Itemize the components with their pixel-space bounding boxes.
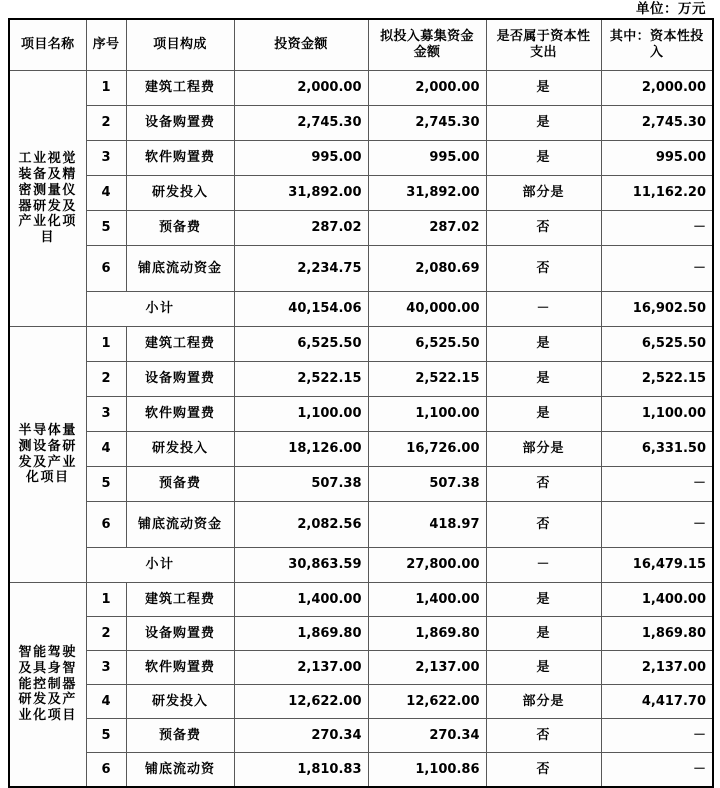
raised-funds-amount-cell: 507.38 xyxy=(368,467,486,502)
component-cell: 研发投入 xyxy=(126,432,234,467)
table-row xyxy=(9,502,713,548)
table-row xyxy=(9,362,713,397)
column-header-project-name: 项目名称 xyxy=(9,19,86,71)
investment-amount-cell: 507.38 xyxy=(234,467,368,502)
capex-amount-cell: 1,400.00 xyxy=(601,583,713,617)
investment-amount-cell: 270.34 xyxy=(234,719,368,753)
investment-amount-cell: 287.02 xyxy=(234,211,368,246)
sequence-number-cell: 4 xyxy=(86,176,126,211)
component-cell: 设备购置费 xyxy=(126,617,234,651)
component-cell: 预备费 xyxy=(126,719,234,753)
is-capex-cell: 否 xyxy=(486,753,601,788)
is-capex-cell: 否 xyxy=(486,719,601,753)
component-cell: 预备费 xyxy=(126,211,234,246)
component-cell: 软件购置费 xyxy=(126,651,234,685)
is-capex-cell: 否 xyxy=(486,211,601,246)
sequence-number-cell: 1 xyxy=(86,583,126,617)
subtotal-capex-amount: 16,902.50 xyxy=(601,292,713,327)
subtotal-is-capex: － xyxy=(486,292,601,327)
investment-amount-cell: 31,892.00 xyxy=(234,176,368,211)
sequence-number-cell: 6 xyxy=(86,502,126,548)
investment-amount-cell: 6,525.50 xyxy=(234,327,368,362)
investment-amount-cell: 1,100.00 xyxy=(234,397,368,432)
component-cell: 设备购置费 xyxy=(126,362,234,397)
component-cell: 建筑工程费 xyxy=(126,71,234,106)
sequence-number-cell: 3 xyxy=(86,651,126,685)
subtotal-raised-funds-amount: 40,000.00 xyxy=(368,292,486,327)
table-row xyxy=(9,246,713,292)
is-capex-cell: 是 xyxy=(486,651,601,685)
raised-funds-amount-cell: 287.02 xyxy=(368,211,486,246)
sequence-number-cell: 3 xyxy=(86,141,126,176)
raised-funds-amount-cell: 12,622.00 xyxy=(368,685,486,719)
subtotal-row xyxy=(9,292,713,327)
table-row xyxy=(9,583,713,617)
investment-amount-cell: 1,810.83 xyxy=(234,753,368,788)
header-row xyxy=(9,19,713,71)
column-header-seq: 序号 xyxy=(86,19,126,71)
is-capex-cell: 部分是 xyxy=(486,685,601,719)
investment-amount-cell: 18,126.00 xyxy=(234,432,368,467)
raised-funds-amount-cell: 6,525.50 xyxy=(368,327,486,362)
investment-amount-cell: 2,082.56 xyxy=(234,502,368,548)
sequence-number-cell: 5 xyxy=(86,467,126,502)
investment-amount-cell: 2,522.15 xyxy=(234,362,368,397)
investment-amount-cell: 1,400.00 xyxy=(234,583,368,617)
sequence-number-cell: 4 xyxy=(86,685,126,719)
investment-amount-cell: 2,137.00 xyxy=(234,651,368,685)
is-capex-cell: 部分是 xyxy=(486,432,601,467)
capex-amount-cell: 1,869.80 xyxy=(601,617,713,651)
column-header-component: 项目构成 xyxy=(126,19,234,71)
table-row xyxy=(9,211,713,246)
subtotal-investment-amount: 40,154.06 xyxy=(234,292,368,327)
fundraising-investment-table xyxy=(8,18,714,788)
capex-amount-cell: － xyxy=(601,502,713,548)
is-capex-cell: 是 xyxy=(486,106,601,141)
component-cell: 软件购置费 xyxy=(126,141,234,176)
table-row xyxy=(9,719,713,753)
sequence-number-cell: 3 xyxy=(86,397,126,432)
capex-amount-cell: － xyxy=(601,246,713,292)
sequence-number-cell: 2 xyxy=(86,362,126,397)
capex-amount-cell: 2,522.15 xyxy=(601,362,713,397)
table-row xyxy=(9,617,713,651)
is-capex-cell: 否 xyxy=(486,502,601,548)
table-row xyxy=(9,327,713,362)
unit-note: 单位：万元 xyxy=(636,1,706,17)
is-capex-cell: 部分是 xyxy=(486,176,601,211)
raised-funds-amount-cell: 2,000.00 xyxy=(368,71,486,106)
capex-amount-cell: － xyxy=(601,719,713,753)
capex-amount-cell: 2,137.00 xyxy=(601,651,713,685)
column-header-capex-amount: 其中：资本性投入 xyxy=(601,19,713,71)
sequence-number-cell: 2 xyxy=(86,617,126,651)
sequence-number-cell: 4 xyxy=(86,432,126,467)
raised-funds-amount-cell: 1,100.00 xyxy=(368,397,486,432)
capex-amount-cell: 995.00 xyxy=(601,141,713,176)
component-cell: 软件购置费 xyxy=(126,397,234,432)
is-capex-cell: 是 xyxy=(486,583,601,617)
subtotal-label: 小计 xyxy=(86,548,234,583)
component-cell: 建筑工程费 xyxy=(126,583,234,617)
table-body xyxy=(9,71,713,788)
sequence-number-cell: 6 xyxy=(86,246,126,292)
table-header xyxy=(9,19,713,71)
subtotal-label: 小计 xyxy=(86,292,234,327)
component-cell: 研发投入 xyxy=(126,176,234,211)
table-row xyxy=(9,106,713,141)
component-cell: 研发投入 xyxy=(126,685,234,719)
table-row xyxy=(9,685,713,719)
table-row xyxy=(9,397,713,432)
capex-amount-cell: 4,417.70 xyxy=(601,685,713,719)
is-capex-cell: 是 xyxy=(486,362,601,397)
table-row xyxy=(9,432,713,467)
subtotal-capex-amount: 16,479.15 xyxy=(601,548,713,583)
raised-funds-amount-cell: 270.34 xyxy=(368,719,486,753)
raised-funds-amount-cell: 2,522.15 xyxy=(368,362,486,397)
project-name-cell: 智能驾驶及具身智能控制器研发及产业化项目 xyxy=(9,583,86,788)
is-capex-cell: 否 xyxy=(486,246,601,292)
raised-funds-amount-cell: 31,892.00 xyxy=(368,176,486,211)
component-cell: 铺底流动资金 xyxy=(126,246,234,292)
raised-funds-amount-cell: 2,745.30 xyxy=(368,106,486,141)
project-name-cell: 工业视觉装备及精密测量仪器研发及产业化项目 xyxy=(9,71,86,327)
capex-amount-cell: 1,100.00 xyxy=(601,397,713,432)
capex-amount-cell: 2,745.30 xyxy=(601,106,713,141)
sequence-number-cell: 6 xyxy=(86,753,126,788)
table-row xyxy=(9,651,713,685)
sequence-number-cell: 5 xyxy=(86,719,126,753)
capex-amount-cell: － xyxy=(601,467,713,502)
is-capex-cell: 是 xyxy=(486,327,601,362)
subtotal-is-capex: － xyxy=(486,548,601,583)
column-header-raised-funds: 拟投入募集资金金额 xyxy=(368,19,486,71)
is-capex-cell: 是 xyxy=(486,71,601,106)
raised-funds-amount-cell: 2,080.69 xyxy=(368,246,486,292)
table-row xyxy=(9,141,713,176)
sequence-number-cell: 1 xyxy=(86,327,126,362)
is-capex-cell: 是 xyxy=(486,617,601,651)
investment-amount-cell: 2,000.00 xyxy=(234,71,368,106)
is-capex-cell: 是 xyxy=(486,141,601,176)
is-capex-cell: 是 xyxy=(486,397,601,432)
component-cell: 铺底流动资金 xyxy=(126,502,234,548)
investment-amount-cell: 2,745.30 xyxy=(234,106,368,141)
capex-amount-cell: － xyxy=(601,211,713,246)
table-row xyxy=(9,176,713,211)
capex-amount-cell: 11,162.20 xyxy=(601,176,713,211)
is-capex-cell: 否 xyxy=(486,467,601,502)
column-header-investment: 投资金额 xyxy=(234,19,368,71)
raised-funds-amount-cell: 2,137.00 xyxy=(368,651,486,685)
investment-amount-cell: 1,869.80 xyxy=(234,617,368,651)
investment-amount-cell: 2,234.75 xyxy=(234,246,368,292)
raised-funds-amount-cell: 1,400.00 xyxy=(368,583,486,617)
table-row xyxy=(9,467,713,502)
sequence-number-cell: 1 xyxy=(86,71,126,106)
raised-funds-amount-cell: 16,726.00 xyxy=(368,432,486,467)
raised-funds-amount-cell: 418.97 xyxy=(368,502,486,548)
subtotal-investment-amount: 30,863.59 xyxy=(234,548,368,583)
sequence-number-cell: 5 xyxy=(86,211,126,246)
component-cell: 设备购置费 xyxy=(126,106,234,141)
sequence-number-cell: 2 xyxy=(86,106,126,141)
subtotal-row xyxy=(9,548,713,583)
investment-amount-cell: 995.00 xyxy=(234,141,368,176)
raised-funds-amount-cell: 995.00 xyxy=(368,141,486,176)
component-cell: 铺底流动资 xyxy=(126,753,234,788)
capex-amount-cell: 2,000.00 xyxy=(601,71,713,106)
subtotal-raised-funds-amount: 27,800.00 xyxy=(368,548,486,583)
column-header-is-capex: 是否属于资本性支出 xyxy=(486,19,601,71)
table-row xyxy=(9,71,713,106)
capex-amount-cell: － xyxy=(601,753,713,788)
investment-amount-cell: 12,622.00 xyxy=(234,685,368,719)
raised-funds-amount-cell: 1,100.86 xyxy=(368,753,486,788)
component-cell: 预备费 xyxy=(126,467,234,502)
table-row xyxy=(9,753,713,788)
capex-amount-cell: 6,525.50 xyxy=(601,327,713,362)
component-cell: 建筑工程费 xyxy=(126,327,234,362)
raised-funds-amount-cell: 1,869.80 xyxy=(368,617,486,651)
project-name-cell: 半导体量测设备研发及产业化项目 xyxy=(9,327,86,583)
capex-amount-cell: 6,331.50 xyxy=(601,432,713,467)
